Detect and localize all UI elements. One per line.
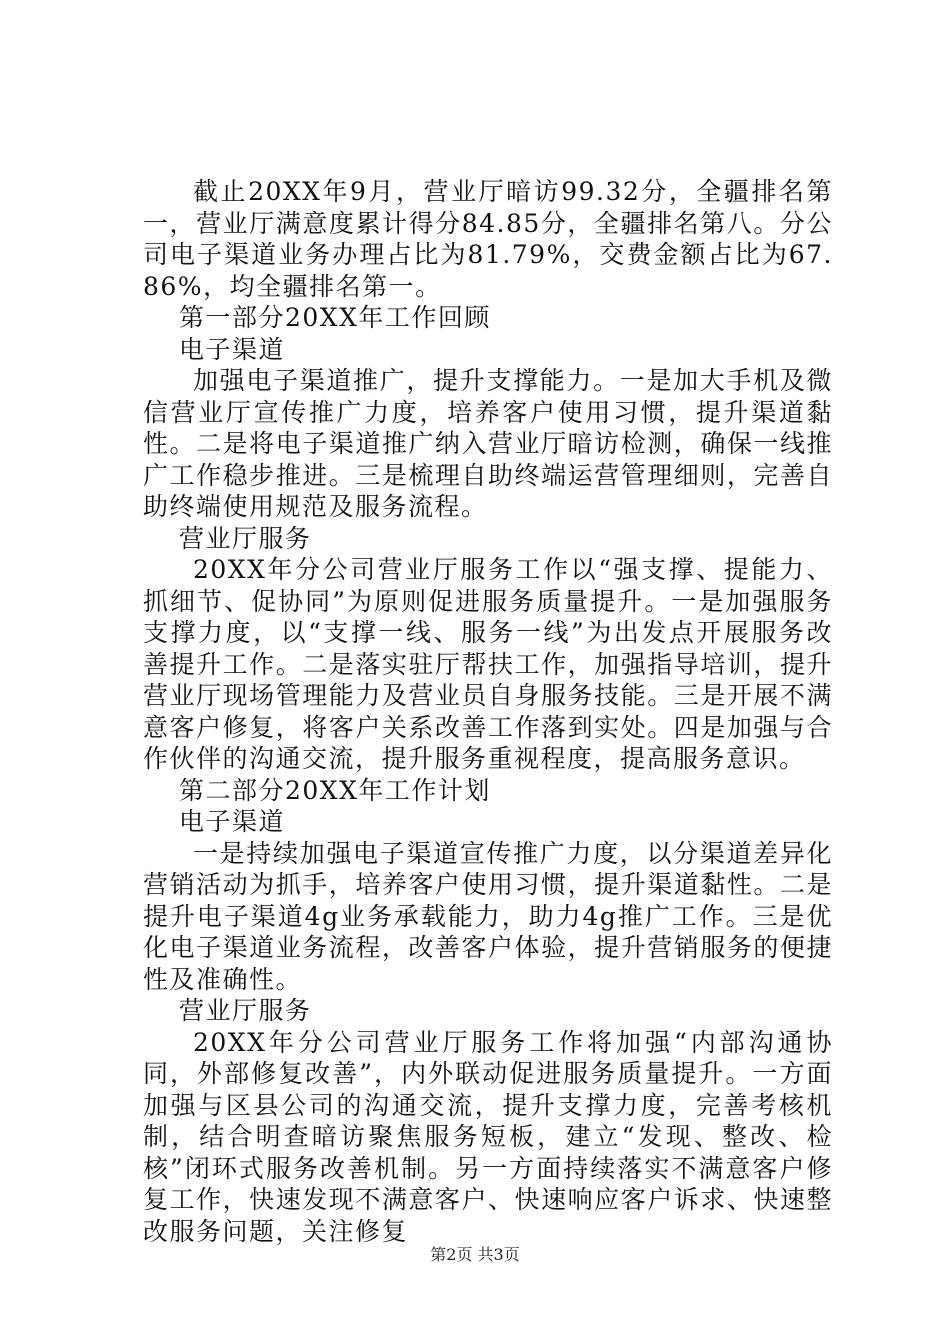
- paragraph-e-channel-plan: 一是持续加强电子渠道宣传推广力度，以分渠道差异化营销活动为抓手，培养客户使用习惯，提升渠道黏性。二是提升电子渠道4g业务承载能力，助力4g推广工作。三是优化电子渠道业务流程，改善客户体验，提升营销服务的便捷性及准确性。: [143, 838, 833, 994]
- document-body: [143, 176, 833, 1247]
- subheading-hall-service: 营业厅服务: [179, 523, 312, 553]
- subheading-hall-service-plan: 营业厅服务: [179, 996, 312, 1025]
- section-heading-part-two: 第二部分20XX年工作计划: [179, 775, 491, 805]
- paragraph-summary: 截止20XX年9月，营业厅暗访99.32分，全疆排名第一，营业厅满意度累计得分84.85分，全疆排名第八。分公司电子渠道业务办理占比为81.79%，交费金额占比为67.86%，均全疆排名第一。: [143, 177, 833, 301]
- page-footer: 第2页 共3页: [430, 1245, 520, 1264]
- paragraph-hall-service-review: 20XX年分公司营业厅服务工作以“强支撑、提能力、抓细节、促协同”为原则促进服务质量提升。一是加强服务支撑力度，以“支撑一线、服务一线”为出发点开展服务改善提升工作。二是落实驻厅帮扶工作，加强指导培训，提升营业厅现场管理能力及营业员自身服务技能。三是开展不满意客户修复，将客户关系改善工作落到实处。四是加强与合作伙伴的沟通交流，提升服务重视程度，提高服务意识。: [143, 555, 833, 773]
- subheading-e-channel: 电子渠道: [179, 334, 286, 364]
- paragraph-e-channel-review: 加强电子渠道推广，提升支撑能力。一是加大手机及微信营业厅宣传推广力度，培养客户使用习惯，提升渠道黏性。二是将电子渠道推广纳入营业厅暗访检测，确保一线推广工作稳步推进。三是梳理自助终端运营管理细则，完善自助终端使用规范及服务流程。: [143, 366, 833, 521]
- paragraph-hall-service-plan: 20XX年分公司营业厅服务工作将加强“内部沟通协同，外部修复改善”，内外联动促进服务质量提升。一方面加强与区县公司的沟通交流，提升支撑力度，完善考核机制，结合明查暗访聚焦服务短板，建立“发现、整改、检核”闭环式服务改善机制。另一方面持续落实不满意客户修复工作，快速发现不满意客户、快速响应客户诉求、快速整改服务问题，关注修复: [143, 1027, 833, 1246]
- section-heading-part-one: 第一部分20XX年工作回顾: [179, 303, 491, 332]
- subheading-e-channel-plan: 电子渠道: [179, 807, 286, 836]
